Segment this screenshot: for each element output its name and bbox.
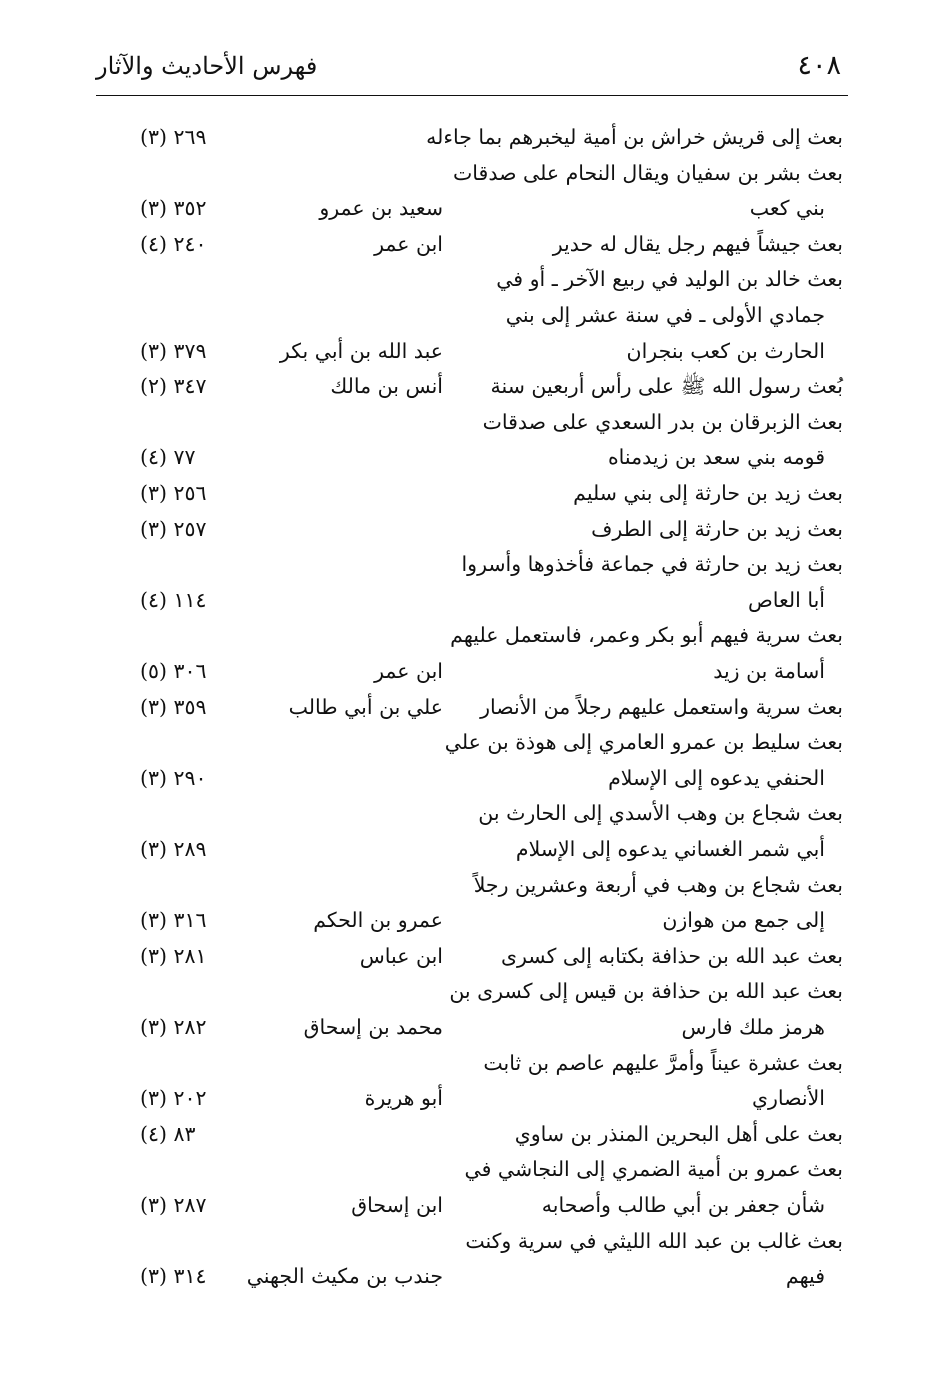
hadith-entry: بعث غالب بن عبد الله الليثي في سرية وكنت <box>465 1228 843 1253</box>
volume-page-reference: ٣٠٦ (٥) <box>140 659 207 683</box>
volume-page-reference: ١١٤ (٤) <box>140 587 207 612</box>
hadith-entry: بعث عبد الله بن حذافة بن قيس إلى كسرى بن <box>449 979 843 1004</box>
hadith-entry: بعث عمرو بن أمية الضمري إلى النجاشي في <box>464 1157 843 1182</box>
volume-page-reference: ٣١٦ (٣) <box>140 908 207 933</box>
narrator-name: جندب بن مكيث الجهني <box>246 1264 443 1289</box>
volume-page-reference: ٣٥٩ (٣) <box>140 694 207 719</box>
volume-page-reference: ٢٨٩ (٣) <box>140 837 207 861</box>
volume-page-reference: ٣١٤ (٣) <box>140 1264 207 1289</box>
hadith-entry: بعث سرية فيهم أبو بكر وعمر، فاستعمل عليهم <box>450 623 843 648</box>
hadith-entry-continuation: قومه بني سعد بن زيدمناه <box>607 445 825 470</box>
volume-page-reference: ٢٨١ (٣) <box>140 943 207 968</box>
volume-page-reference: ٣٧٩ (٣) <box>140 338 207 363</box>
hadith-entry: بعث زيد بن حارثة إلى الطرف <box>591 516 843 541</box>
hadith-entry: بعث جيشاً فيهم رجل يقال له حدير <box>552 231 843 256</box>
narrator-name: ابن إسحاق <box>351 1193 443 1217</box>
hadith-entry: بعث عبد الله بن حذافة بكتابه إلى كسرى <box>500 943 843 968</box>
hadith-entry: بعث خالد بن الوليد في ربيع الآخر ـ أو في <box>496 267 843 292</box>
hadith-entry-continuation: أبي شمر الغساني يدعوه إلى الإسلام <box>515 837 825 861</box>
hadith-entry: بعث زيد بن حارثة إلى بني سليم <box>573 481 843 505</box>
hadith-entry-continuation: أسامة بن زيد <box>713 659 825 683</box>
volume-page-reference: ٣٥٢ (٣) <box>140 196 207 221</box>
hadith-entry: بعث بشر بن سفيان ويقال النحام على صدقات <box>452 160 843 185</box>
running-title: فهرس الأحاديث والآثار <box>96 52 318 80</box>
volume-page-reference: ٨٣ (٤) <box>140 1121 196 1146</box>
narrator-name: علي بن أبي طالب <box>288 694 443 719</box>
hadith-entry: بعث شجاع بن وهب الأسدي إلى الحارث بن <box>478 801 843 826</box>
narrator-name: محمد بن إسحاق <box>303 1015 443 1039</box>
volume-page-reference: ٢٠٢ (٣) <box>140 1086 207 1111</box>
volume-page-reference: ٢٨٢ (٣) <box>140 1015 207 1039</box>
hadith-entry-continuation: جمادي الأولى ـ في سنة عشر إلى بني <box>505 303 825 327</box>
narrator-name: أنس بن مالك <box>330 374 443 399</box>
hadith-entry: بعث على أهل البحرين المنذر بن ساوي <box>514 1121 843 1146</box>
hadith-entry-continuation: بني كعب <box>749 196 825 221</box>
hadith-entry: بعث سليط بن عمرو العامري إلى هوذة بن علي <box>444 730 843 755</box>
narrator-name: ابن عباس <box>359 943 443 968</box>
narrator-name: ابن عمر <box>374 231 443 256</box>
narrator-name: سعيد بن عمرو <box>319 196 443 221</box>
volume-page-reference: ٢٨٧ (٣) <box>140 1193 207 1217</box>
narrator-name: عبد الله بن أبي بكر <box>279 338 443 363</box>
hadith-entry-continuation: أبا العاص <box>747 587 825 612</box>
hadith-entry: بُعث رسول الله ﷺ على رأس أربعين سنة <box>490 374 843 399</box>
header-divider <box>96 95 848 96</box>
hadith-entry-continuation: إلى جمع من هوازن <box>662 908 825 933</box>
hadith-entry: بعث عشرة عيناً وأمرَّ عليهم عاصم بن ثابت <box>483 1050 843 1075</box>
volume-page-reference: ٣٤٧ (٢) <box>140 374 207 399</box>
narrator-name: ابن عمر <box>374 659 443 683</box>
hadith-entry-continuation: شأن جعفر بن أبي طالب وأصحابه <box>541 1193 825 1217</box>
volume-page-reference: ٢٥٦ (٣) <box>140 481 207 505</box>
narrator-name: أبو هريرة <box>364 1086 443 1111</box>
hadith-entry: بعث سرية واستعمل عليهم رجلاً من الأنصار <box>480 694 843 719</box>
hadith-entry-continuation: الأنصاري <box>751 1086 825 1111</box>
hadith-entry: بعث شجاع بن وهب في أربعة وعشرين رجلاً <box>473 872 843 897</box>
hadith-entry: بعث إلى قريش خراش بن أمية ليخبرهم بما جاءله <box>426 125 843 149</box>
hadith-entry: بعث الزبرقان بن بدر السعدي على صدقات <box>482 409 843 434</box>
hadith-entry: بعث زيد بن حارثة في جماعة فأخذوها وأسروا <box>461 552 843 577</box>
volume-page-reference: ٢٤٠ (٤) <box>140 231 207 256</box>
volume-page-reference: ٢٦٩ (٣) <box>140 125 207 149</box>
volume-page-reference: ٢٥٧ (٣) <box>140 516 207 541</box>
hadith-entry-continuation: الحنفي يدعوه إلى الإسلام <box>608 765 825 790</box>
hadith-entry-continuation: الحارث بن كعب بنجران <box>626 338 825 363</box>
page-number: ٤٠٨ <box>797 50 841 81</box>
narrator-name: عمرو بن الحكم <box>313 908 443 933</box>
hadith-entry-continuation: فيهم <box>785 1264 825 1289</box>
volume-page-reference: ٧٧ (٤) <box>140 445 196 470</box>
page-header <box>96 48 847 94</box>
volume-page-reference: ٢٩٠ (٣) <box>140 765 207 790</box>
hadith-entry-continuation: هرمز ملك فارس <box>681 1015 825 1039</box>
